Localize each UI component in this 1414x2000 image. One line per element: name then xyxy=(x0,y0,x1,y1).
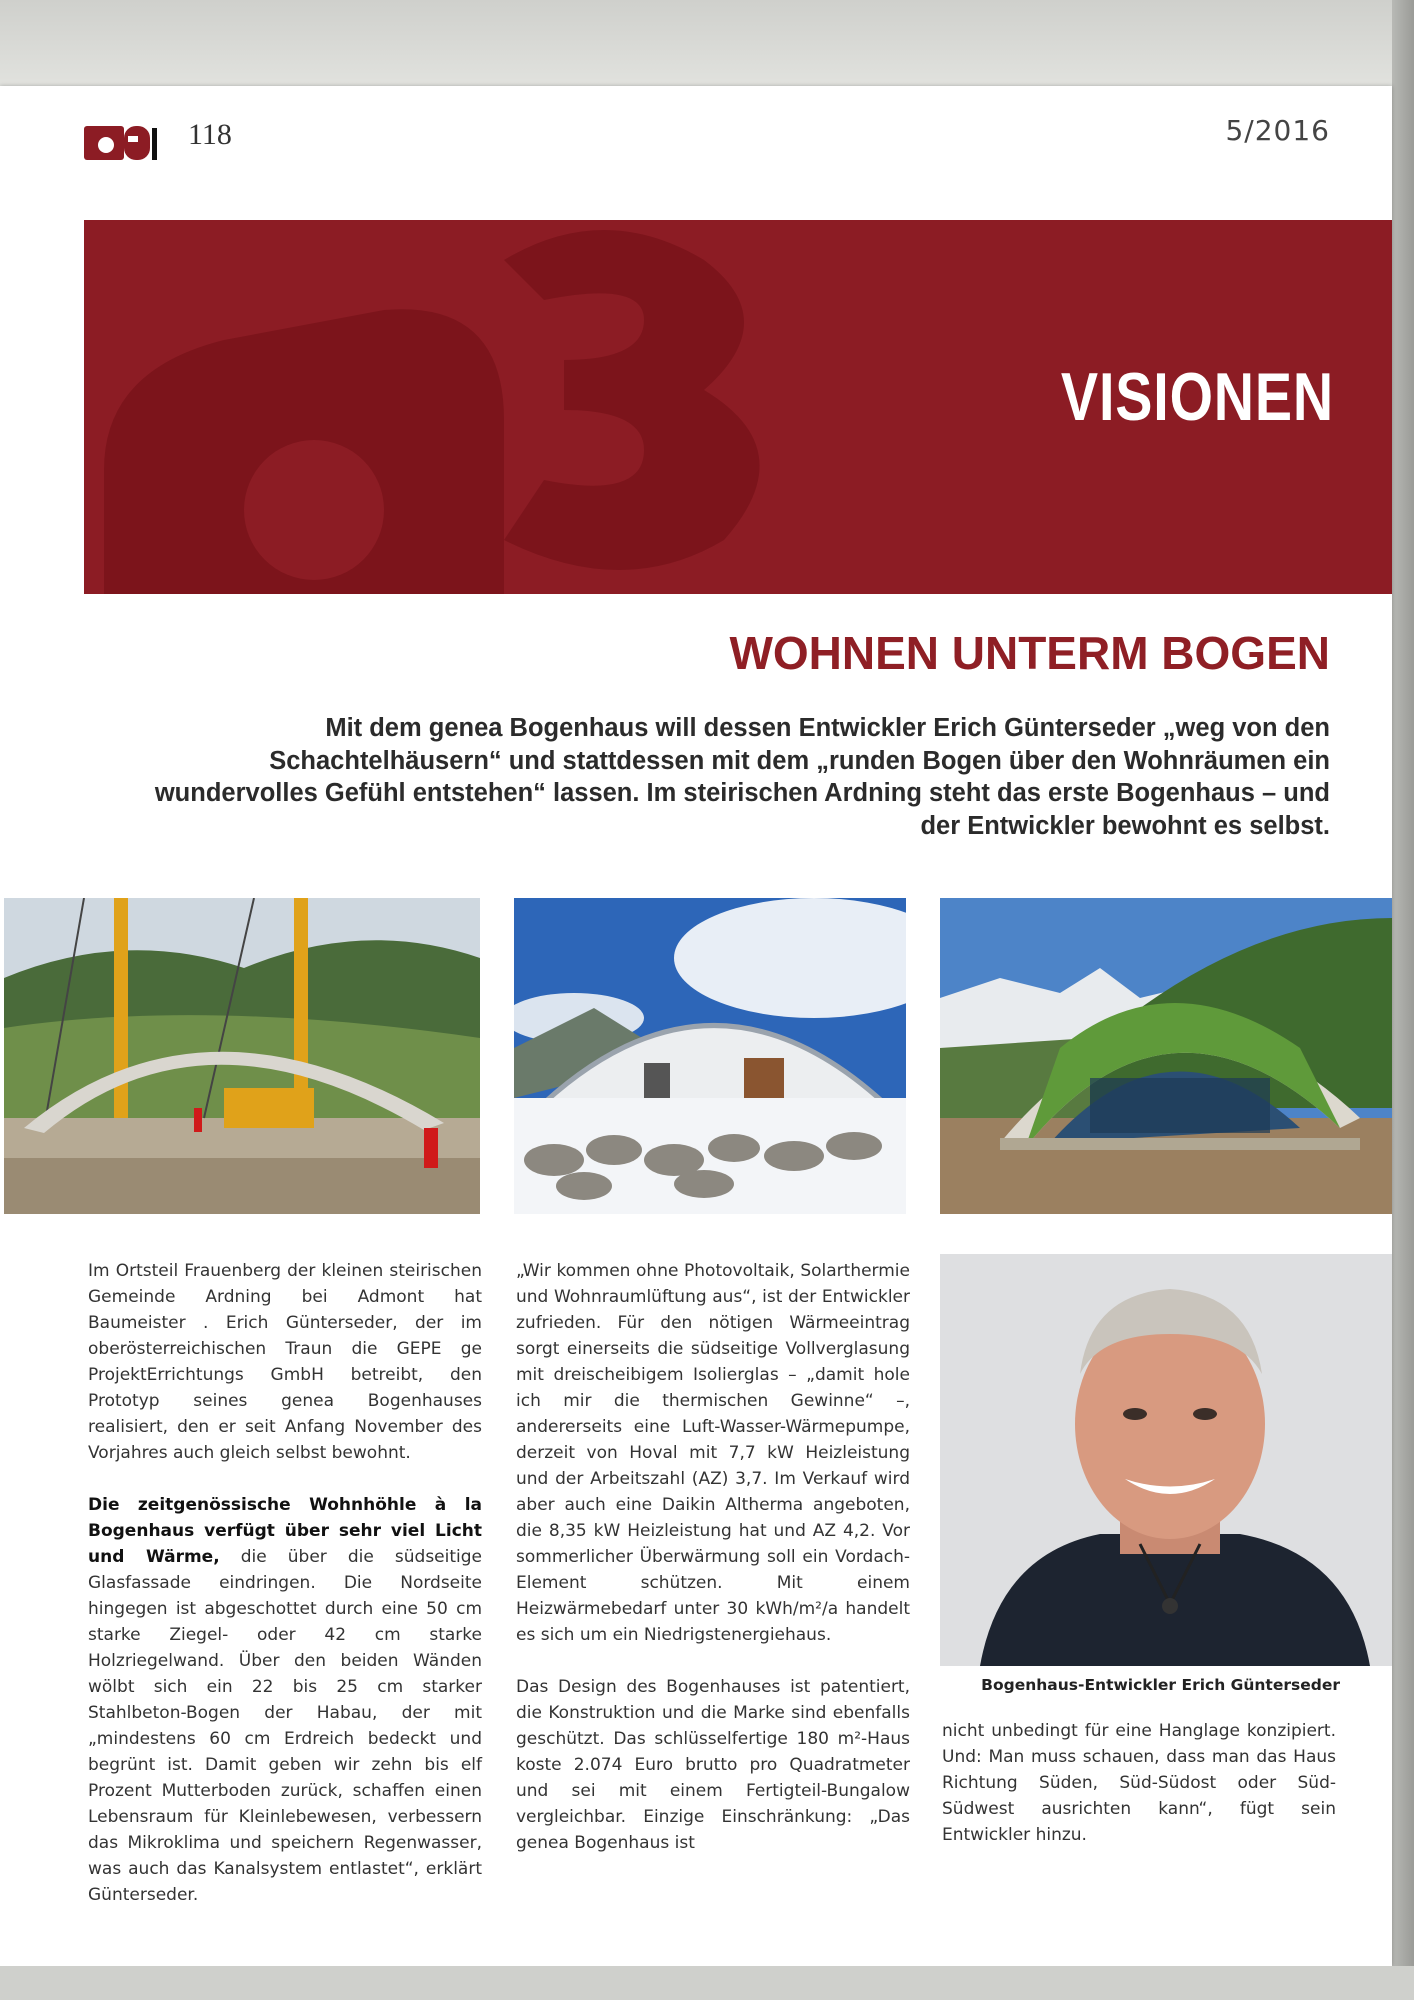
text-column-1 xyxy=(88,1258,482,1934)
col2-paragraph-2: Das Design des Bogenhauses ist patentiert, die Konstruktion und die Marke sind ebenfalls geschützt. Das schlüsselfertige 180 m²-Haus koste 2.074 Euro brutto pro Quadratmeter und sei mit einem Fertigteil-Bungalow vergleichbar. Einzige Einschränkung: „Das genea Bogenhaus ist xyxy=(516,1677,910,1853)
issue-date: 5/2016 xyxy=(1225,114,1330,147)
section-banner xyxy=(84,220,1392,594)
section-title: VISIONEN xyxy=(1060,359,1334,435)
scan-background-bottom xyxy=(0,1966,1414,2000)
article-headline: WOHNEN UNTERM BOGEN xyxy=(729,627,1330,679)
text-column-3 xyxy=(942,1718,1336,1874)
col2-paragraph-1: „Wir kommen ohne Photovoltaik, Solarthermie und Wohnraumlüftung aus“, ist der Entwickler zufrieden. Für den nötigen Wärmeeintrag sorgt einerseits die südseitige Vollverglasung mit dreischeibigem Isolierglas – „damit hole ich mir die thermischen Gewinne“ –, andererseits eine Luft-Wasser-Wärmepumpe, derzeit von Hoval mit 7,7 kW Heizleistung und der Arbeitszahl (AZ) 3,7. Im Verkauf wird aber auch eine Daikin Altherma angeboten, die 8,35 kW Heizleistung hat und AZ 4,2. Vor sommerlicher Überwärmung soll ein Vordach-Element schützen. Mit einem Heizwärmebedarf unter 30 kWh/m²/a handelt es sich um ein Niedrigstenergiehaus. xyxy=(516,1261,910,1645)
scan-background-top xyxy=(0,0,1414,86)
page-number: 118 xyxy=(188,118,232,151)
photo-winter-bogenhaus xyxy=(514,898,906,1214)
book-spine-edge xyxy=(1392,0,1414,2000)
a3-logo xyxy=(84,120,158,162)
article-lead: Mit dem genea Bogenhaus will dessen Entwickler Erich Günterseder „weg von den Schachtelhäusern“ und stattdessen mit dem „runden Bogen über den Wohnräumen ein wundervolles Gefühl entstehen“ lassen. Im steirischen Ardning steht das erste Bogenhaus – und der Entwickler bewohnt es selbst. xyxy=(154,714,1330,840)
col1-paragraph-2-text: die über die südseitige Glasfassade eindringen. Die Nordseite hingegen ist abgeschottet durch eine 50 cm starke Ziegel- oder 42 cm starke Holzriegelwand. Über den beiden Wänden wölbt sich ein 22 bis 25 cm starker Stahlbeton-Bogen der Habau, der mit „mindestens 60 cm Erdreich bedeckt und begrünt ist. Damit geben wir zehn bis elf Prozent Mutterboden zurück, schaffen einen Lebensraum für Kleinlebewesen, verbessern das Mikroklima und speichern Regenwasser, was auch das Kanalsystem entlastet“, erklärt Günterseder. xyxy=(88,1547,482,1905)
magazine-page xyxy=(0,86,1392,1966)
text-column-2 xyxy=(516,1258,910,1882)
photo-construction-arch xyxy=(4,898,480,1214)
col1-bold-intro: Die zeitgenössische Wohnhöhle à la Bogenhaus verfügt über sehr viel Licht und Wärme, xyxy=(88,1495,482,1567)
col1-paragraph-1: Im Ortsteil Frauenberg der kleinen steirischen Gemeinde Ardning bei Admont hat Baumeister . Erich Günterseder, der im oberösterreichischen Traun die GEPE ge ProjektErrichtungs GmbH betreibt, den Prototyp seines genea Bogenhauses realisiert, den er seit Anfang November des Vorjahres auch gleich selbst bewohnt. xyxy=(88,1261,482,1463)
col3-paragraph-1: nicht unbedingt für eine Hanglage konzipiert. Und: Man muss schauen, dass man das Haus Richtung Süden, Süd-Südost oder Süd-Südwest ausrichten kann“, fügt sein Entwickler hinzu. xyxy=(942,1721,1336,1845)
portrait-caption: Bogenhaus-Entwickler Erich Günterseder xyxy=(981,1676,1340,1694)
photo-portrait-guenterseder xyxy=(940,1254,1392,1666)
photo-green-roof-bogenhaus xyxy=(940,898,1392,1214)
col1-paragraph-2 xyxy=(88,1492,482,1908)
